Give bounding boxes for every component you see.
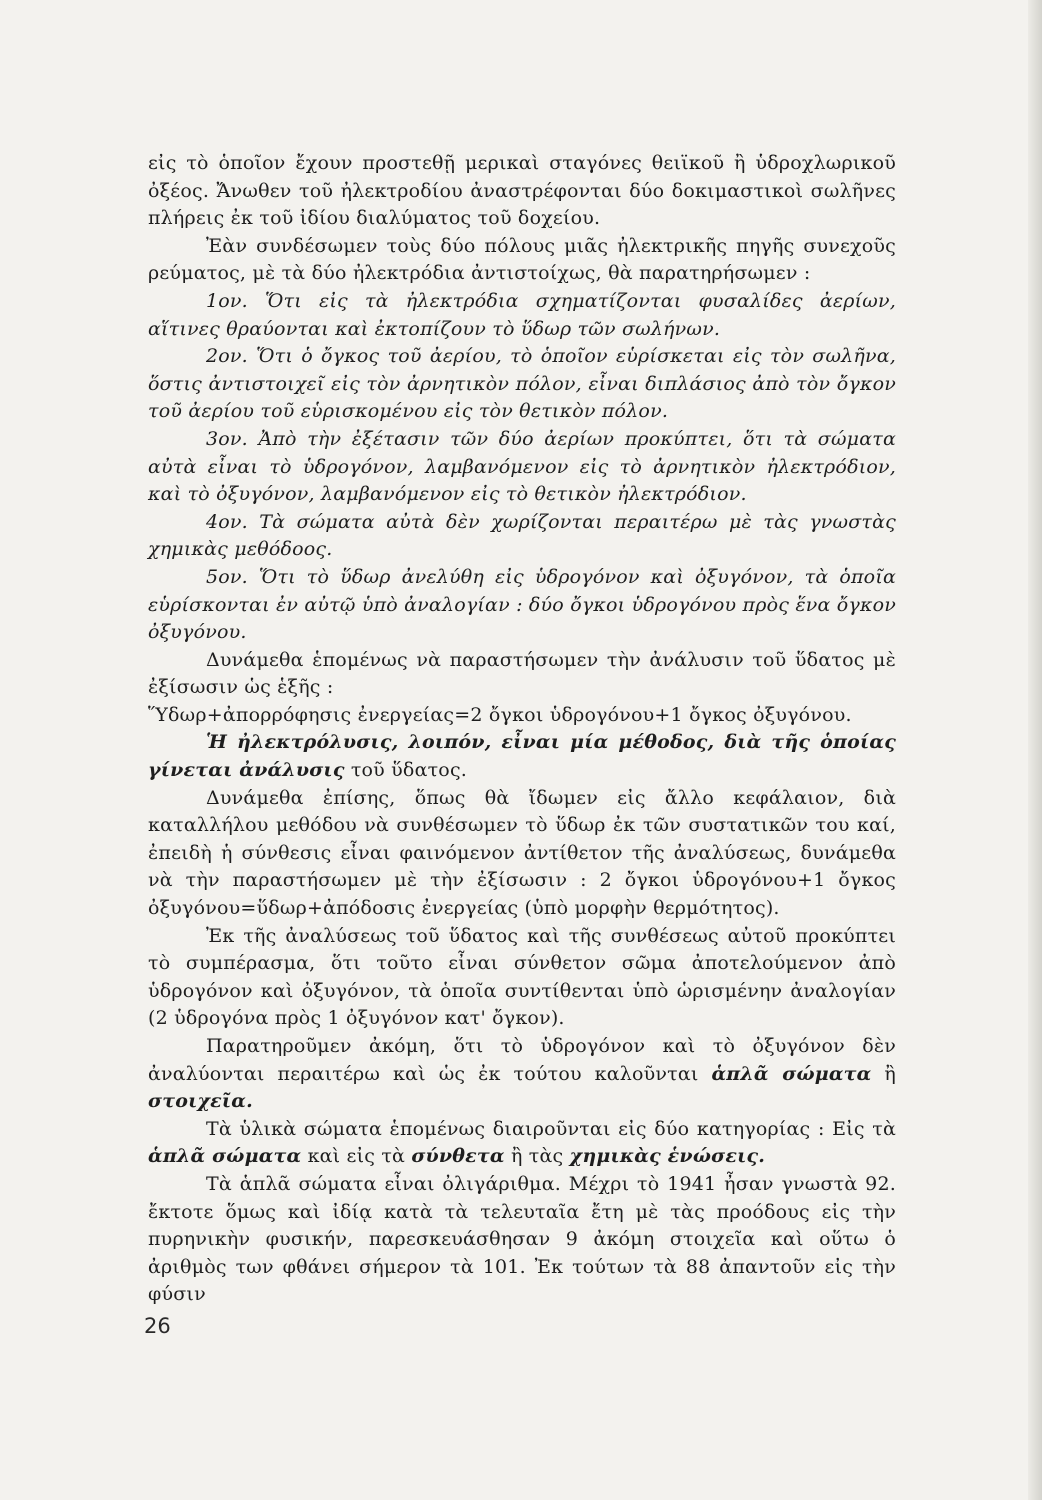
- term-elements: στοιχεῖα.: [148, 1090, 253, 1113]
- list-item-2: 2ον. Ὅτι ὁ ὄγκος τοῦ ἀερίου, τὸ ὁποῖον εὑρίσκεται εἰς τὸν σωλῆνα, ὅστις ἀντιστοιχεῖ εἰς τὸν ἀρνητικὸν πόλον, εἶναι διπλάσιος ἀπὸ τὸν ὄγκον τοῦ ἀερίου τοῦ εὑρισκομένου εἰς τὸν θετικὸν πόλον.: [148, 345, 896, 423]
- paragraph-7-mid: ἢ: [871, 1062, 897, 1085]
- list-item-3: 3ον. Ἀπὸ τὴν ἐξέτασιν τῶν δύο ἀερίων προκύπτει, ὅτι τὰ σώματα αὐτὰ εἶναι τὸ ὑδρογόνον, λαμβανόμενον εἰς τὸ ἀρνητικὸν ἠλεκτρόδιον, καὶ τὸ ὀξυγόνον, λαμβανόμενον εἰς τὸ θετικὸν ἠλεκτρόδιον.: [148, 427, 896, 506]
- list-item-1: 1ον. Ὅτι εἰς τὰ ἠλεκτρόδια σχηματίζονται φυσαλίδες ἀερίων, αἵτινες θραύονται καὶ ἐκτοπίζουν τὸ ὕδωρ τῶν σωλήνων.: [148, 289, 896, 340]
- electrolysis-definition: Ἡ ἠλεκτρόλυσις, λοιπόν, εἶναι μία μέθοδος, διὰ τῆς ὁποίας γίνεται ἀνάλυσις: [148, 731, 896, 782]
- term-simple-bodies: ἁπλᾶ σώματα: [711, 1062, 872, 1085]
- paragraph-9: Τὰ ἁπλᾶ σώματα εἶναι ὀλιγάριθμα. Μέχρι τὸ 1941 ἦσαν γνωστὰ 92. ἔκτοτε ὅμως καὶ ἰδίᾳ κατὰ τὰ τελευταῖα ἔτη μὲ τὰς προόδους εἰς τὴν πυρηνικὴν φυσικήν, παρεσκευάσθησαν 9 ἀκόμη στοιχεῖα καὶ οὕτω ὁ ἀριθμὸς των φθάνει σήμερον τὰ 101. Ἐκ τούτων τὰ 88 ἀπαντοῦν εἰς τὴν φύσιν: [148, 1172, 896, 1306]
- term-chemical-compounds: χημικὰς ἑνώσεις.: [569, 1145, 766, 1168]
- paragraph-4-tail: τοῦ ὕδατος.: [344, 759, 468, 782]
- paragraph-1: εἰς τὸ ὁποῖον ἔχουν προστεθῇ μερικαὶ σταγόνες θειϊκοῦ ἢ ὑδροχλωρικοῦ ὀξέος. Ἄνωθεν τοῦ ἠλεκτροδίου ἀναστρέφονται δύο δοκιμαστικοὶ σωλῆνες πλήρεις ἐκ τοῦ ἰδίου διαλύματος τοῦ δοχείου.: [148, 152, 896, 230]
- paragraph-2: Ἐὰν συνδέσωμεν τοὺς δύο πόλους μιᾶς ἠλεκτρικῆς πηγῆς συνεχοῦς ρεύματος, μὲ τὰ δύο ἠλεκτρόδια ἀντιστοίχως, θὰ παρατηρήσωμεν :: [148, 234, 896, 285]
- equation-analysis: Ὕδωρ+ἀπορρόφησις ἐνεργείας=2 ὄγκοι ὑδρογόνου+1 ὄγκος ὀξυγόνου.: [148, 703, 852, 726]
- paragraph-3: Δυνάμεθα ἑπομένως νὰ παραστήσωμεν τὴν ἀνάλυσιν τοῦ ὕδατος μὲ ἐξίσωσιν ὡς ἑξῆς :: [148, 648, 896, 699]
- term-compound: σύνθετα: [411, 1145, 505, 1168]
- paragraph-8-mid2: ἢ τὰς: [504, 1145, 570, 1168]
- page-edge-shadow: [1028, 0, 1042, 1500]
- term-simple-bodies-2: ἁπλᾶ σώματα: [148, 1145, 302, 1168]
- paragraph-8-text: Τὰ ὑλικὰ σώματα ἑπομένως διαιροῦνται εἰς δύο κατηγορίας : Εἰς τὰ: [206, 1117, 896, 1140]
- paragraph-7: [148, 1033, 896, 1116]
- paragraph-8-mid: καὶ εἰς τὰ: [301, 1145, 412, 1168]
- list-item-4: 4ον. Τὰ σώματα αὐτὰ δὲν χωρίζονται περαιτέρω μὲ τὰς γνωστὰς χημικὰς μεθόδοος.: [148, 510, 896, 561]
- paragraph-6: Ἐκ τῆς ἀναλύσεως τοῦ ὕδατος καὶ τῆς συνθέσεως αὐτοῦ προκύπτει τὸ συμπέρασμα, ὅτι τοῦτο εἶναι σύνθετον σῶμα ἀποτελούμενον ἀπὸ ὑδρογόνον καὶ ὀξυγόνον, τὰ ὁποῖα συντίθενται ὑπὸ ὡρισμένην ἀναλογίαν (2 ὑδρογόνα πρὸς 1 ὀξυγόνον κατ' ὄγκον).: [148, 924, 896, 1030]
- list-item-5: 5ον. Ὅτι τὸ ὕδωρ ἀνελύθη εἰς ὑδρογόνον καὶ ὀξυγόνον, τὰ ὁποῖα εὑρίσκονται ἐν αὐτῷ ὑπὸ ἀναλογίαν : δύο ὄγκοι ὑδρογόνου πρὸς ἕνα ὄγκον ὀξυγόνου.: [148, 565, 896, 644]
- paragraph-5: Δυνάμεθα ἐπίσης, ὅπως θὰ ἴδωμεν εἰς ἄλλο κεφάλαιον, διὰ καταλλήλου μεθόδου νὰ συνθέσωμεν τὸ ὕδωρ ἐκ τῶν συστατικῶν του καί, ἐπειδὴ ἡ σύνθεσις εἶναι φαινόμενον ἀντίθετον τῆς ἀναλύσεως, δυνάμεθα νὰ τὴν παραστήσωμεν μὲ τὴν ἐξίσωσιν : 2 ὄγκοι ὑδρογόνου+1 ὄγκος ὀξυγόνου=ὕδωρ+ἀπόδοσις ἐνεργείας (ὑπὸ μορφὴν θερμότητος).: [148, 786, 896, 920]
- paragraph-7-text: Παρατηροῦμεν ἀκόμη, ὅτι τὸ ὑδρογόνον καὶ τὸ ὀξυγόνον δὲν ἀναλύονται περαιτέρω καὶ ὡς ἐκ τούτου καλοῦνται: [148, 1035, 896, 1085]
- page-number: 26: [144, 1314, 171, 1338]
- paragraph-8: [148, 1116, 896, 1171]
- body-text: [148, 150, 896, 1309]
- paragraph-4: [148, 729, 896, 784]
